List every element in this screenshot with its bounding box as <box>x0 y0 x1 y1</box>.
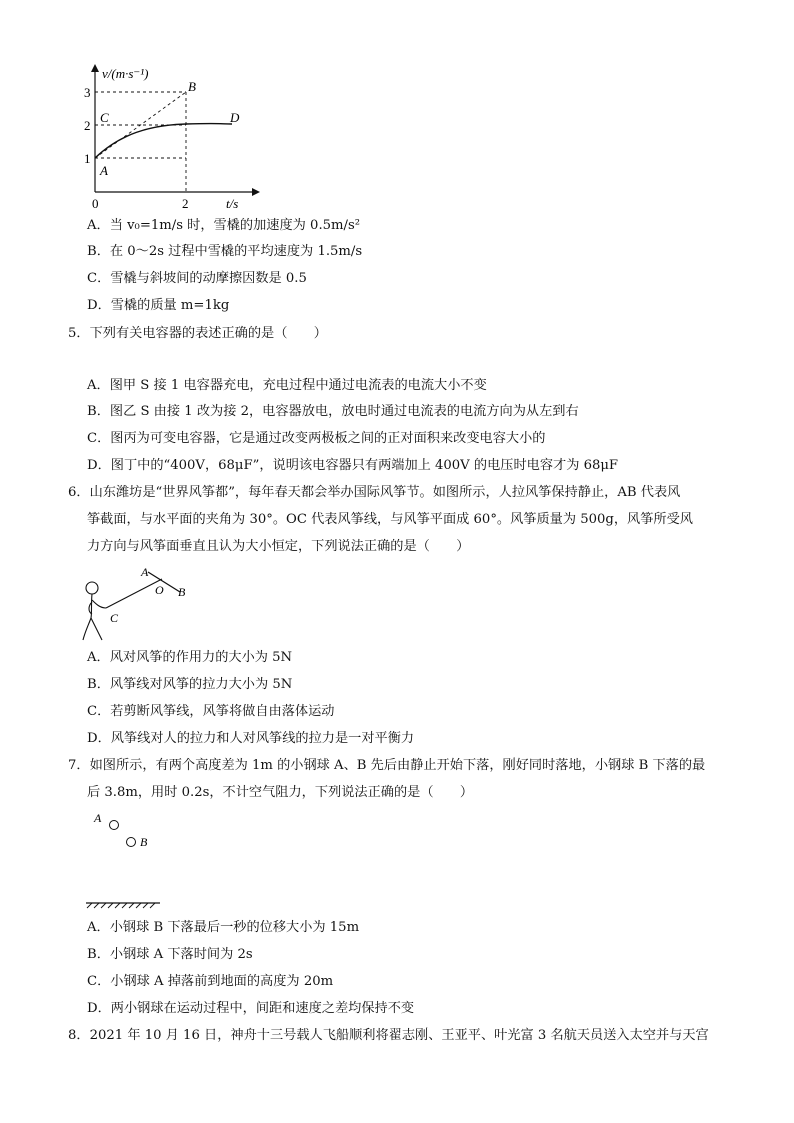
ball-a-label: A <box>94 811 102 825</box>
y-axis-label: v/(m·s⁻¹) <box>102 66 149 81</box>
q5-option-d: D．图丁中的“400V，68μF”，说明该电容器只有两端加上 400V 的电压时电容才为 68μF <box>87 458 619 473</box>
kite-label-c: C <box>110 611 119 625</box>
q6-option-b: B．风筝线对风筝的拉力大小为 5N <box>87 677 293 692</box>
kite-label-o: O <box>155 583 164 597</box>
q6-option-d: D．风筝线对人的拉力和人对风筝线的拉力是一对平衡力 <box>87 731 415 746</box>
q6-stem-line-2: 筝截面，与水平面的夹角为 30°。OC 代表风筝线，与风筝平面成 60°。风筝质量为 500g，风筝所受风 <box>87 512 693 527</box>
y-tick-3: 3 <box>84 85 91 100</box>
q4-option-a: A．当 v₀=1m/s 时，雪橇的加速度为 0.5m/s² <box>87 218 361 233</box>
kite-label-b: B <box>178 585 186 599</box>
q6-option-c: C．若剪断风筝线，风筝将做自由落体运动 <box>87 704 335 719</box>
q4-option-d: D．雪橇的质量 m=1kg <box>87 298 230 313</box>
q8-stem: 8．2021 年 10 月 16 日，神舟十三号载人飞船顺利将翟志刚、王亚平、叶光富 3 名航天员送入太空并与天宫 <box>68 1028 709 1043</box>
q6-option-a: A．风对风筝的作用力的大小为 5N <box>87 650 293 665</box>
velocity-time-graph <box>80 62 260 212</box>
point-c-label: C <box>100 110 109 125</box>
q7-option-a: A．小钢球 B 下落最后一秒的位移大小为 15m <box>87 920 360 935</box>
point-b-label: B <box>188 79 196 94</box>
q7-option-c: C．小钢球 A 掉落前到地面的高度为 20m <box>87 974 334 989</box>
kite-figure <box>78 562 198 644</box>
x-axis-label: t/s <box>226 196 239 211</box>
q5-stem: 5．下列有关电容器的表述正确的是（ ） <box>68 326 327 341</box>
ball-b-label: B <box>140 835 148 849</box>
q5-option-a: A．图甲 S 接 1 电容器充电，充电过程中通过电流表的电流大小不变 <box>87 378 487 393</box>
q6-stem-line-3: 力方向与风筝面垂直且认为大小恒定，下列说法正确的是（ ） <box>87 539 470 554</box>
ball-b <box>127 838 136 847</box>
falling-balls-figure <box>84 808 174 910</box>
y-tick-2: 2 <box>84 118 91 133</box>
q7-stem-line-2: 后 3.8m，用时 0.2s，不计空气阻力，下列说法正确的是（ ） <box>87 785 474 800</box>
q7-stem-line-1: 7．如图所示，有两个高度差为 1m 的小钢球 A、B 先后由静止开始下落，刚好同时落地，小钢球 B 下落的最 <box>68 758 706 773</box>
q7-option-d: D．两小钢球在运动过程中，间距和速度之差均保持不变 <box>87 1001 415 1016</box>
kite-label-a: A <box>141 565 149 579</box>
x-tick-2: 2 <box>182 196 189 211</box>
x-tick-0: 0 <box>92 196 99 211</box>
point-a-label: A <box>100 163 108 178</box>
q5-option-b: B．图乙 S 由接 1 改为接 2，电容器放电，放电时通过电流表的电流方向为从左到右 <box>87 404 579 419</box>
q4-option-c: C．雪橇与斜坡间的动摩擦因数是 0.5 <box>87 271 307 286</box>
q4-option-b: B．在 0～2s 过程中雪橇的平均速度为 1.5m/s <box>87 244 363 259</box>
point-d-label: D <box>230 110 240 125</box>
q7-option-b: B．小钢球 A 下落时间为 2s <box>87 947 253 962</box>
ball-a <box>110 821 119 830</box>
q5-option-c: C．图丙为可变电容器，它是通过改变两极板之间的正对面积来改变电容大小的 <box>87 431 546 446</box>
y-tick-1: 1 <box>84 151 91 166</box>
q6-stem-line-1: 6．山东潍坊是“世界风筝都”，每年春天都会举办国际风筝节。如图所示，人拉风筝保持静止，AB 代表风 <box>68 485 681 500</box>
